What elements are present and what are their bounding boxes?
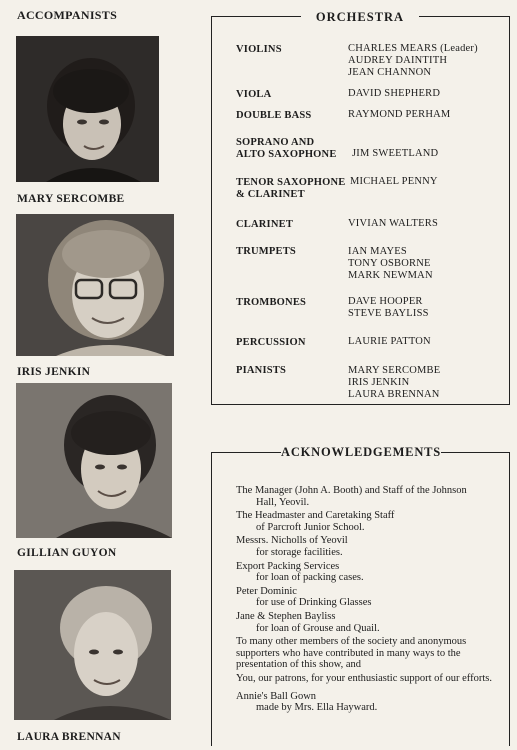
photo-laura-brennan bbox=[14, 570, 171, 720]
member-viola-1: DAVID SHEPHERD bbox=[348, 88, 441, 99]
member-saxophone-1: JIM SWEETLAND bbox=[352, 148, 439, 159]
member-percussion-1: LAURIE PATTON bbox=[348, 336, 431, 347]
section-label-saxophone-line-2: ALTO SAXOPHONE bbox=[236, 149, 337, 160]
accompanist-name-2: IRIS JENKIN bbox=[17, 366, 91, 378]
section-label-viola: VIOLA bbox=[236, 89, 272, 100]
ack-line: Peter Dominic bbox=[236, 585, 297, 597]
section-label-saxophone-line-1: SOPRANO AND bbox=[236, 137, 315, 148]
member-trombones-2: STEVE BAYLISS bbox=[348, 308, 429, 319]
section-label-trombones: TROMBONES bbox=[236, 297, 307, 308]
accompanist-name-4: LAURA BRENNAN bbox=[17, 731, 121, 743]
member-tenor-sax-1: MICHAEL PENNY bbox=[350, 176, 438, 187]
accompanists-heading: ACCOMPANISTS bbox=[17, 8, 118, 22]
member-trumpets-3: MARK NEWMAN bbox=[348, 270, 433, 281]
member-pianists-3: LAURA BRENNAN bbox=[348, 389, 440, 400]
ack-item bbox=[236, 485, 504, 508]
portrait-iris-jenkin bbox=[16, 214, 174, 356]
portrait-mary-sercombe bbox=[16, 36, 159, 182]
member-trumpets-2: TONY OSBORNE bbox=[348, 258, 431, 269]
portrait-gillian-guyon bbox=[16, 383, 172, 538]
ack-line: made by Mrs. Ella Hayward. bbox=[256, 702, 378, 714]
ack-line: for storage facilities. bbox=[256, 546, 343, 558]
ack-line: Export Packing Services bbox=[236, 560, 340, 572]
ack-line: for loan of Grouse and Quail. bbox=[256, 622, 380, 634]
section-label-clarinet: CLARINET bbox=[236, 219, 294, 230]
photo-iris-jenkin bbox=[16, 214, 174, 356]
ack-line: The Headmaster and Caretaking Staff bbox=[236, 510, 395, 522]
ack-item bbox=[236, 586, 504, 609]
ack-item bbox=[236, 535, 504, 558]
member-double-bass-1: RAYMOND PERHAM bbox=[348, 109, 451, 120]
member-violins-2: AUDREY DAINTITH bbox=[348, 55, 448, 66]
ack-item bbox=[236, 510, 504, 533]
section-label-trumpets: TRUMPETS bbox=[236, 246, 296, 257]
ack-item bbox=[236, 636, 504, 671]
member-pianists-1: MARY SERCOMBE bbox=[348, 365, 441, 376]
ack-item bbox=[236, 561, 504, 584]
section-label-percussion: PERCUSSION bbox=[236, 337, 306, 348]
member-violins-3: JEAN CHANNON bbox=[348, 67, 432, 78]
ack-line: To many other members of the society and anonymous supporters who have contributed in many ways to the presentation of this show, and bbox=[236, 636, 467, 671]
accompanist-name-1: MARY SERCOMBE bbox=[17, 193, 125, 205]
ack-line: Annie's Ball Gown bbox=[236, 690, 317, 702]
ack-line: The Manager (John A. Booth) and Staff of the Johnson bbox=[236, 485, 467, 496]
ack-line: Hall, Yeovil. bbox=[256, 496, 310, 508]
ack-line: for loan of packing cases. bbox=[256, 572, 364, 584]
acknowledgements-heading: ACKNOWLEDGEMENTS bbox=[281, 445, 442, 459]
member-trumpets-1: IAN MAYES bbox=[348, 246, 407, 257]
member-pianists-2: IRIS JENKIN bbox=[348, 377, 410, 388]
member-trombones-1: DAVE HOOPER bbox=[348, 296, 423, 307]
photo-gillian-guyon bbox=[16, 383, 172, 538]
ack-line: You, our patrons, for your enthusiastic support of our efforts. bbox=[236, 672, 492, 684]
member-clarinet-1: VIVIAN WALTERS bbox=[348, 218, 439, 229]
portrait-laura-brennan bbox=[14, 570, 171, 720]
photo-mary-sercombe bbox=[16, 36, 159, 182]
ack-line: Jane & Stephen Bayliss bbox=[236, 610, 336, 622]
ack-item bbox=[236, 611, 504, 634]
section-label-pianists: PIANISTS bbox=[236, 365, 287, 376]
accompanist-name-3: GILLIAN GUYON bbox=[17, 547, 117, 559]
orchestra-heading: ORCHESTRA bbox=[301, 10, 419, 25]
ack-item bbox=[236, 673, 504, 685]
ack-line: Messrs. Nicholls of Yeovil bbox=[236, 535, 348, 547]
ack-line: for use of Drinking Glasses bbox=[256, 597, 372, 609]
ack-line: of Parcroft Junior School. bbox=[256, 521, 365, 533]
section-label-double-bass: DOUBLE BASS bbox=[236, 110, 312, 121]
acknowledgements-list bbox=[236, 485, 504, 716]
section-label-tenor-sax-line-2: & CLARINET bbox=[236, 189, 305, 200]
section-label-tenor-sax-line-1: TENOR SAXOPHONE bbox=[236, 177, 346, 188]
member-violins-1: CHARLES MEARS (Leader) bbox=[348, 43, 478, 54]
section-label-violins: VIOLINS bbox=[236, 44, 282, 55]
ack-item bbox=[236, 691, 504, 714]
